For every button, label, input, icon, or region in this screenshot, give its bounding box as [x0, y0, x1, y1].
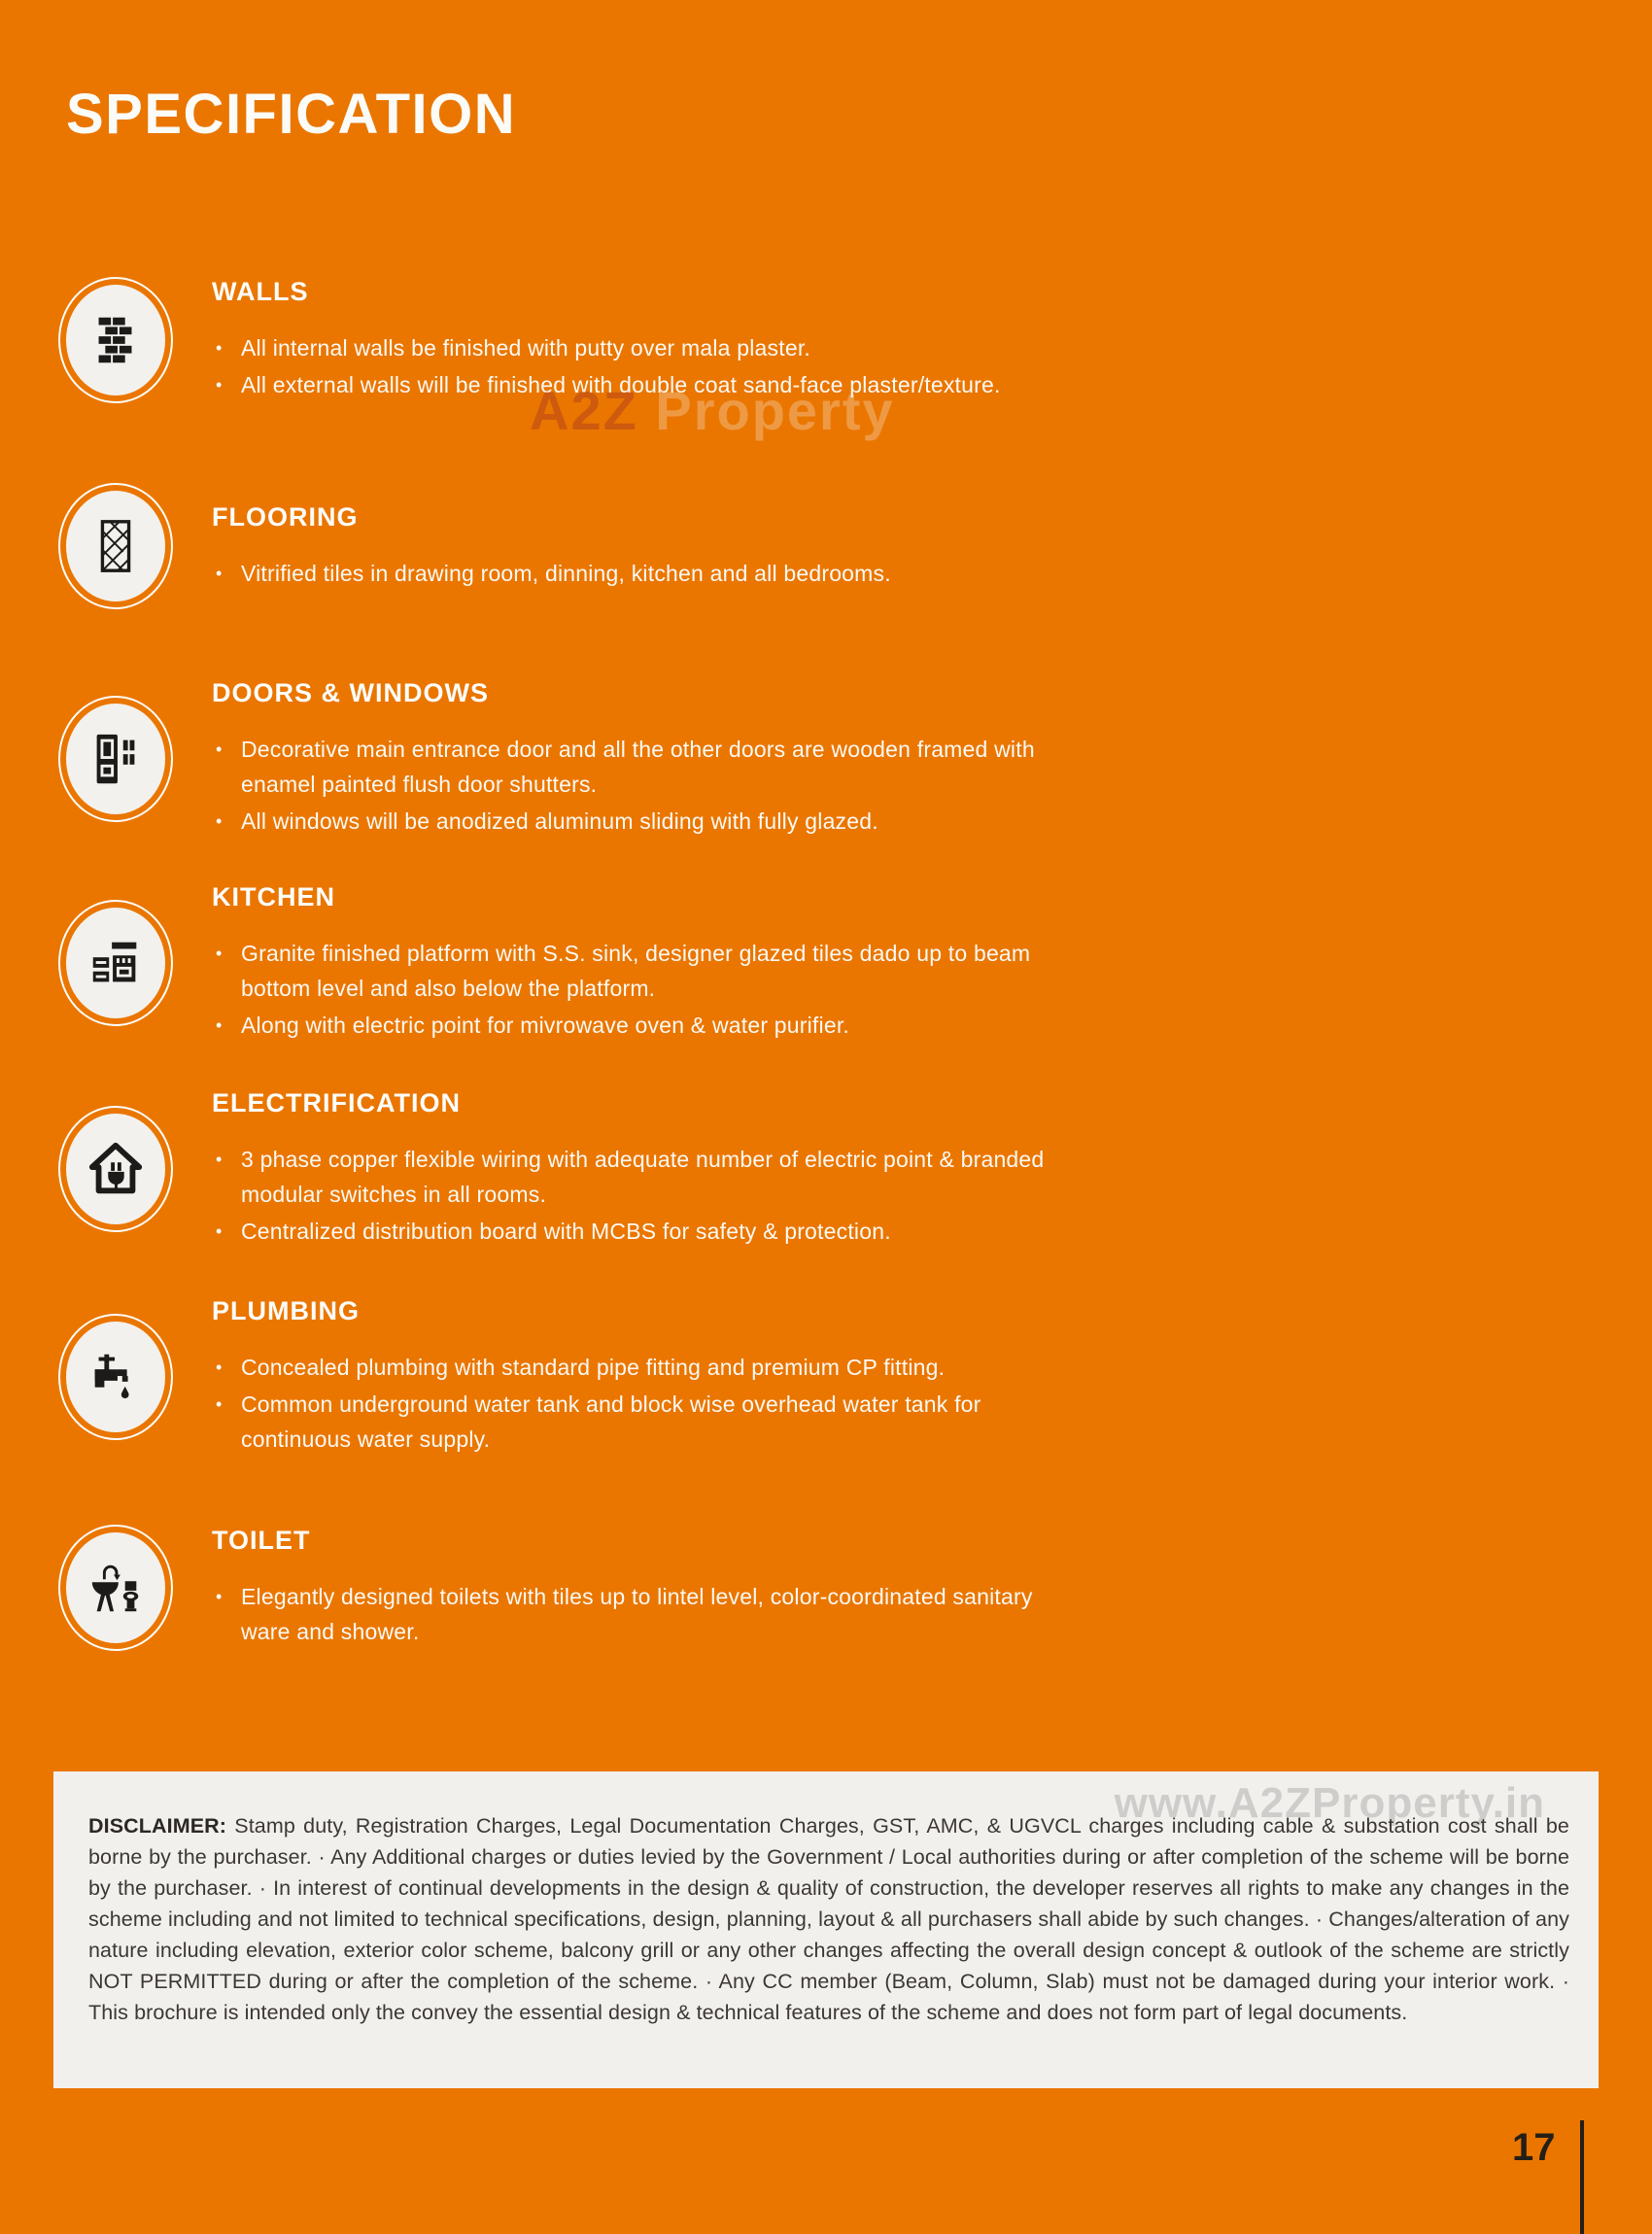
section-walls — [66, 277, 1582, 402]
bullet-list — [212, 1579, 1067, 1649]
disclaimer-text — [88, 1810, 1569, 2028]
section-kitchen — [66, 882, 1582, 1043]
plumbing-icon-badge — [66, 1322, 165, 1432]
walls-icon-badge — [66, 285, 165, 395]
section-electrification — [66, 1088, 1582, 1249]
icon-circle — [66, 1114, 165, 1224]
icon-circle — [66, 704, 165, 814]
icon-circle — [66, 1322, 165, 1432]
house-plug-icon — [86, 1139, 146, 1199]
bullet-list — [212, 1142, 1067, 1249]
floor-tiles-icon — [86, 516, 146, 576]
section-flooring — [66, 491, 1582, 601]
bullet-item: • All external walls will be finished with double coat sand-face plaster/texture. — [212, 367, 1001, 402]
bullet-item: • Decorative main entrance door and all the other doors are wooden framed with enamel painted flush door shutters. — [212, 732, 1067, 802]
bullet-list — [212, 330, 1001, 402]
watermark-a2z-part: A2Z — [530, 380, 638, 441]
icon-circle — [66, 491, 165, 601]
flooring-icon-badge — [66, 491, 165, 601]
electrification-icon-badge — [66, 1114, 165, 1224]
washbasin-toilet-icon — [86, 1558, 146, 1618]
bullet-item: • All windows will be anodized aluminum sliding with fully glazed. — [212, 804, 1067, 839]
bullet-list — [212, 556, 891, 591]
watermark-property-part: Property — [637, 380, 895, 441]
brick-wall-icon — [86, 310, 146, 370]
section-plumbing — [66, 1296, 1582, 1457]
icon-circle — [66, 285, 165, 395]
page-number-divider — [1580, 2120, 1584, 2234]
disclaimer-body: Stamp duty, Registration Charges, Legal Documentation Charges, GST, AMC, & UGVCL charges including cable & substation cost shall be borne by the purchaser. · Any Additional charges or duties levied by the Government / Local authorities during or after completion of the scheme will be borne by the purchaser. · In interest of continual developments in the design & quality of construction, the developer reserves all rights to make any changes in the scheme including and not limited to technical specifications, design, planning, layout & all purchasers shall abide by such changes. · Changes/alteration of any nature including elevation, exterior color scheme, balcony grill or any other changes affecting the overall design concept & outlook of the scheme are strictly NOT PERMITTED during or after the completion of the scheme. · Any CC member (Beam, Column, Slab) must not be damaged during your interior work. · This brochure is intended only the convey the essential design & technical features of the scheme and does not form part of legal documents. — [88, 1814, 1569, 2024]
disclaimer-label: DISCLAIMER: — [88, 1814, 227, 1838]
section-title: WALLS — [212, 277, 309, 306]
bullet-item: • Common underground water tank and block wise overhead water tank for continuous water supply. — [212, 1387, 1067, 1457]
bullet-item: • 3 phase copper flexible wiring with adequate number of electric point & branded modular switches in all rooms. — [212, 1142, 1067, 1212]
bullet-item: • Along with electric point for mivrowave oven & water purifier. — [212, 1008, 1067, 1043]
bullet-item: • Centralized distribution board with MCBS for safety & protection. — [212, 1214, 1067, 1249]
bullet-list — [212, 1350, 1067, 1457]
water-tap-icon — [86, 1347, 146, 1407]
bullet-item: • Elegantly designed toilets with tiles up to lintel level, color-coordinated sanitary ware and shower. — [212, 1579, 1067, 1649]
bullet-item: • Concealed plumbing with standard pipe fitting and premium CP fitting. — [212, 1350, 1067, 1385]
section-doors-windows — [66, 678, 1582, 839]
bullet-list — [212, 732, 1067, 839]
section-title: PLUMBING — [212, 1296, 360, 1325]
icon-circle — [66, 1532, 165, 1643]
watermark-url: www.A2ZProperty.in — [1114, 1779, 1545, 1827]
disclaimer-panel — [53, 1771, 1599, 2088]
section-title: TOILET — [212, 1526, 311, 1555]
kitchen-platform-icon — [86, 933, 146, 993]
kitchen-icon-badge — [66, 908, 165, 1018]
bullet-item: • Granite finished platform with S.S. sink, designer glazed tiles dado up to beam bottom level and also below the platform. — [212, 936, 1067, 1006]
page-title: SPECIFICATION — [66, 83, 517, 146]
section-title: DOORS & WINDOWS — [212, 678, 489, 707]
bullet-item: • All internal walls be finished with putty over mala plaster. — [212, 330, 1001, 365]
bullet-list — [212, 936, 1067, 1043]
doors-icon-badge — [66, 704, 165, 814]
toilet-icon-badge — [66, 1532, 165, 1643]
page-number: 17 — [1512, 2126, 1556, 2169]
bullet-item: • Vitrified tiles in drawing room, dinning, kitchen and all bedrooms. — [212, 556, 891, 591]
section-title: KITCHEN — [212, 882, 335, 911]
section-title: FLOORING — [212, 501, 359, 532]
section-title: ELECTRIFICATION — [212, 1088, 461, 1117]
section-toilet — [66, 1526, 1582, 1649]
icon-circle — [66, 908, 165, 1018]
door-window-icon — [86, 729, 146, 789]
